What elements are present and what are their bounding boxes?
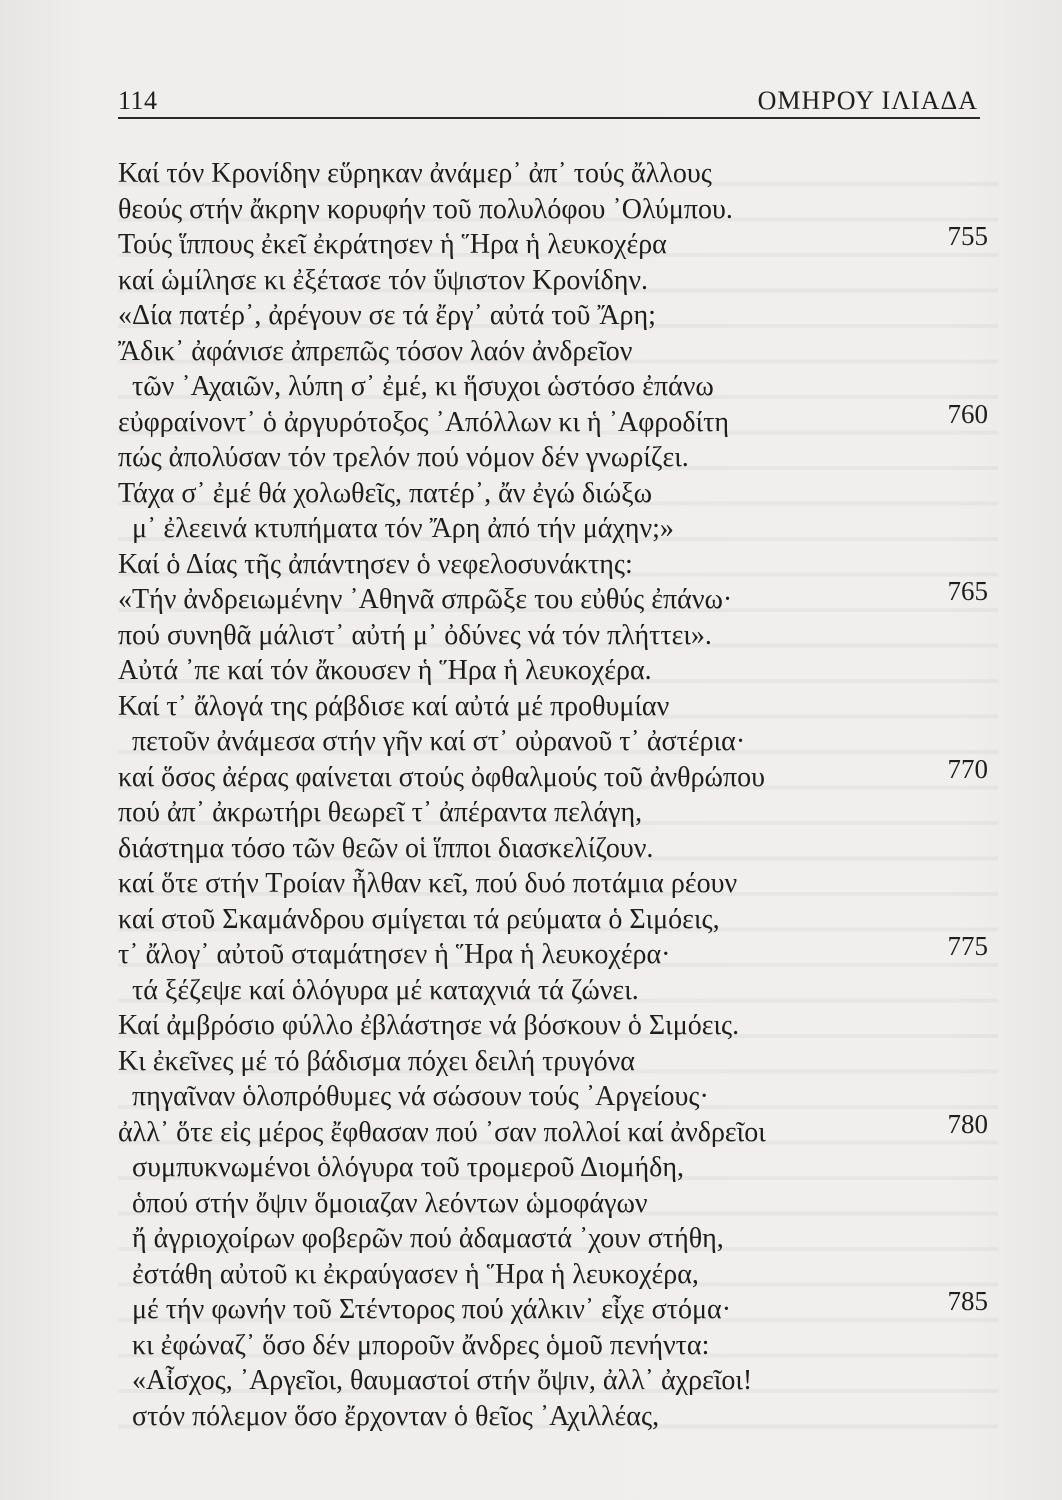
- header-rule: [118, 117, 980, 119]
- verse-line: [118, 1108, 998, 1151]
- line-number: 760: [947, 398, 988, 429]
- verse-text: καί ὅτε στήν Τροίαν ἦλθαν κεῖ, πού δυό ποτάμια ρέουν: [118, 868, 738, 899]
- verse-line: [118, 298, 998, 334]
- verse-line: [118, 511, 998, 547]
- verse-line: [118, 1079, 998, 1115]
- verse-line: [118, 1399, 998, 1435]
- verse-line: [118, 795, 998, 831]
- verse-text: καί ὡμίλησε κι ἐξέτασε τόν ὕψιστον Κρονίδην.: [118, 264, 649, 296]
- verse-line: [118, 334, 998, 370]
- verse-text: «Τήν ἀνδρειωμένην ᾽Αθηνᾶ σπρῶξε του εὐθύς ἐπάνω·: [118, 584, 733, 615]
- verse-line: [118, 576, 998, 618]
- verse-line: [118, 831, 998, 867]
- page-header: [118, 72, 980, 116]
- verse-line: [118, 1363, 998, 1399]
- verse-text: ἀλλ᾽ ὅτε εἰς μέρος ἔφθασαν πού ᾽σαν πολλοί καί ἀνδρεῖοι: [118, 1116, 766, 1148]
- verse-text: πού συνηθᾶ μάλιστ᾽ αὐτή μ᾽ ὀδύνες νά τόν πλήττει».: [118, 619, 712, 651]
- verse-text: «Δία πατέρ᾽, ἀρέγουν σε τά ἔργ᾽ αὐτά τοῦ Ἄρη;: [118, 300, 656, 331]
- line-number: 765: [947, 576, 988, 606]
- verse-line: [118, 1186, 998, 1222]
- verse-line: [118, 931, 998, 973]
- verse-text: πώς ἀπολύσαν τόν τρελόν πού νόμον δέν γνωρίζει.: [118, 442, 689, 473]
- verse-line: [118, 866, 998, 902]
- line-number: 770: [947, 753, 988, 784]
- verse-line: [118, 618, 998, 654]
- verse-text: Καί ὁ Δίας τῆς ἀπάντησεν ὁ νεφελοσυνάκτης:: [118, 548, 633, 580]
- verse-text: θεούς στήν ἄκρην κορυφήν τοῦ πολυλόφου ᾽Ολύμπου.: [118, 193, 733, 225]
- verse-text: μέ τήν φωνήν τοῦ Στέντορος πού χάλκιν᾽ εἶχε στόμα·: [132, 1294, 732, 1325]
- verse-text: Κι ἐκεῖνες μέ τό βάδισμα πόχει δειλή τρυγόνα: [118, 1045, 635, 1077]
- verse-text: συμπυκνωμένοι ὁλόγυρα τοῦ τρομεροῦ Διομήδη,: [132, 1152, 685, 1183]
- line-number: 785: [947, 1286, 988, 1316]
- verse-text: κι ἐφώναζ᾽ ὅσο δέν μποροῦν ἄνδρες ὁμοῦ πενήντα:: [132, 1329, 710, 1361]
- verse-line: [118, 192, 998, 228]
- verse-text: Καί τόν Κρονίδην εὕρηκαν ἀνάμερ᾽ ἀπ᾽ τούς ἄλλους: [118, 158, 712, 189]
- verse-line: [118, 902, 998, 938]
- verse-text: στόν πόλεμον ὅσο ἔρχονταν ὁ θεῖος ᾽Αχιλλέας,: [132, 1400, 660, 1432]
- verse-text: τ᾽ ἄλογ᾽ αὐτοῦ σταμάτησεν ἡ Ἥρα ἡ λευκοχέρα·: [118, 939, 671, 970]
- running-title: ΟΜΗΡΟΥ ΙΛΙΑΔΑ: [757, 86, 978, 115]
- verse-line: [118, 156, 998, 192]
- verse-line: [118, 753, 998, 796]
- verse-text: ἤ ἀγριοχοίρων φοβερῶν πού ἀδαμαστά ᾽χουν στήθη,: [132, 1223, 724, 1254]
- verse-line: [118, 1328, 998, 1364]
- verse-line: [118, 440, 998, 476]
- verse-text: μ᾽ ἐλεεινά κτυπήματα τόν Ἄρη ἀπό τήν μάχην;»: [132, 513, 674, 544]
- verse-text: τῶν ᾽Αχαιῶν, λύπη σ᾽ ἐμέ, κι ἥσυχοι ὡστόσο ἐπάνω: [132, 371, 714, 402]
- verse-text: τά ξέζεψε καί ὁλόγυρα μέ καταχνιά τά ζώνει.: [132, 974, 639, 1006]
- verse-text: Καί τ᾽ ἄλογά της ράβδισε καί αὐτά μέ προθυμίαν: [118, 690, 670, 722]
- verse-line: [118, 689, 998, 725]
- line-number: 780: [947, 1108, 988, 1139]
- verse-line: [118, 724, 998, 760]
- verse-line: [118, 369, 998, 405]
- verse-line: [118, 1286, 998, 1328]
- verse-line: [118, 221, 998, 263]
- verse-line: [118, 1150, 998, 1186]
- poem-text: [118, 156, 998, 1434]
- verse-text: καί στοῦ Σκαμάνδρου σμίγεται τά ρεύματα ὁ Σιμόεις,: [118, 903, 720, 935]
- verse-text: Αὐτά ᾽πε καί τόν ἄκουσεν ἡ Ἥρα ἡ λευκοχέρα.: [118, 655, 652, 686]
- verse-text: εὐφραίνοντ᾽ ὁ ἀργυρότοξος ᾽Απόλλων κι ἡ ᾽Αφροδίτη: [118, 406, 729, 438]
- verse-text: «Αἶσχος, ᾽Αργεῖοι, θαυμαστοί στήν ὄψιν, ἀλλ᾽ ἀχρεῖοι!: [132, 1365, 753, 1396]
- verse-text: πετοῦν ἀνάμεσα στήν γῆν καί στ᾽ οὐρανοῦ τ᾽ ἀστέρια·: [132, 726, 746, 757]
- line-number: 775: [947, 931, 988, 961]
- verse-text: Τούς ἵππους ἐκεῖ ἐκράτησεν ἡ Ἥρα ἡ λευκοχέρα: [118, 229, 667, 260]
- verse-line: [118, 398, 998, 441]
- verse-text: καί ὅσος ἀέρας φαίνεται στούς ὀφθαλμούς τοῦ ἀνθρώπου: [118, 761, 765, 793]
- verse-line: [118, 263, 998, 299]
- verse-line: [118, 1221, 998, 1257]
- verse-text: πού ἀπ᾽ ἀκρωτήρι θεωρεῖ τ᾽ ἀπέραντα πελάγη,: [118, 797, 643, 828]
- verse-text: διάστημα τόσο τῶν θεῶν οἱ ἵπποι διασκελίζουν.: [118, 832, 654, 864]
- verse-line: [118, 476, 998, 512]
- page-number: 114: [118, 86, 158, 115]
- verse-text: ὁπού στήν ὄψιν ὅμοιαζαν λεόντων ὡμοφάγων: [132, 1187, 648, 1219]
- verse-text: ἐστάθη αὐτοῦ κι ἐκραύγασεν ἡ Ἥρα ἡ λευκοχέρα,: [132, 1258, 699, 1290]
- line-number: 755: [947, 221, 988, 251]
- verse-text: Καί ἀμβρόσιο φύλλο ἐβλάστησε νά βόσκουν ὁ Σιμόεις.: [118, 1010, 740, 1041]
- verse-text: Ἄδικ᾽ ἀφάνισε ἀπρεπῶς τόσον λαόν ἀνδρεῖον: [118, 335, 633, 367]
- verse-line: [118, 653, 998, 689]
- verse-line: [118, 1044, 998, 1080]
- verse-line: [118, 1257, 998, 1293]
- verse-line: [118, 1008, 998, 1044]
- verse-line: [118, 547, 998, 583]
- verse-text: Τάχα σ᾽ ἐμέ θά χολωθεῖς, πατέρ᾽, ἄν ἐγώ διώξω: [118, 477, 653, 509]
- verse-line: [118, 973, 998, 1009]
- verse-text: πηγαῖναν ὁλοπρόθυμες νά σώσουν τούς ᾽Αργείους·: [132, 1081, 709, 1112]
